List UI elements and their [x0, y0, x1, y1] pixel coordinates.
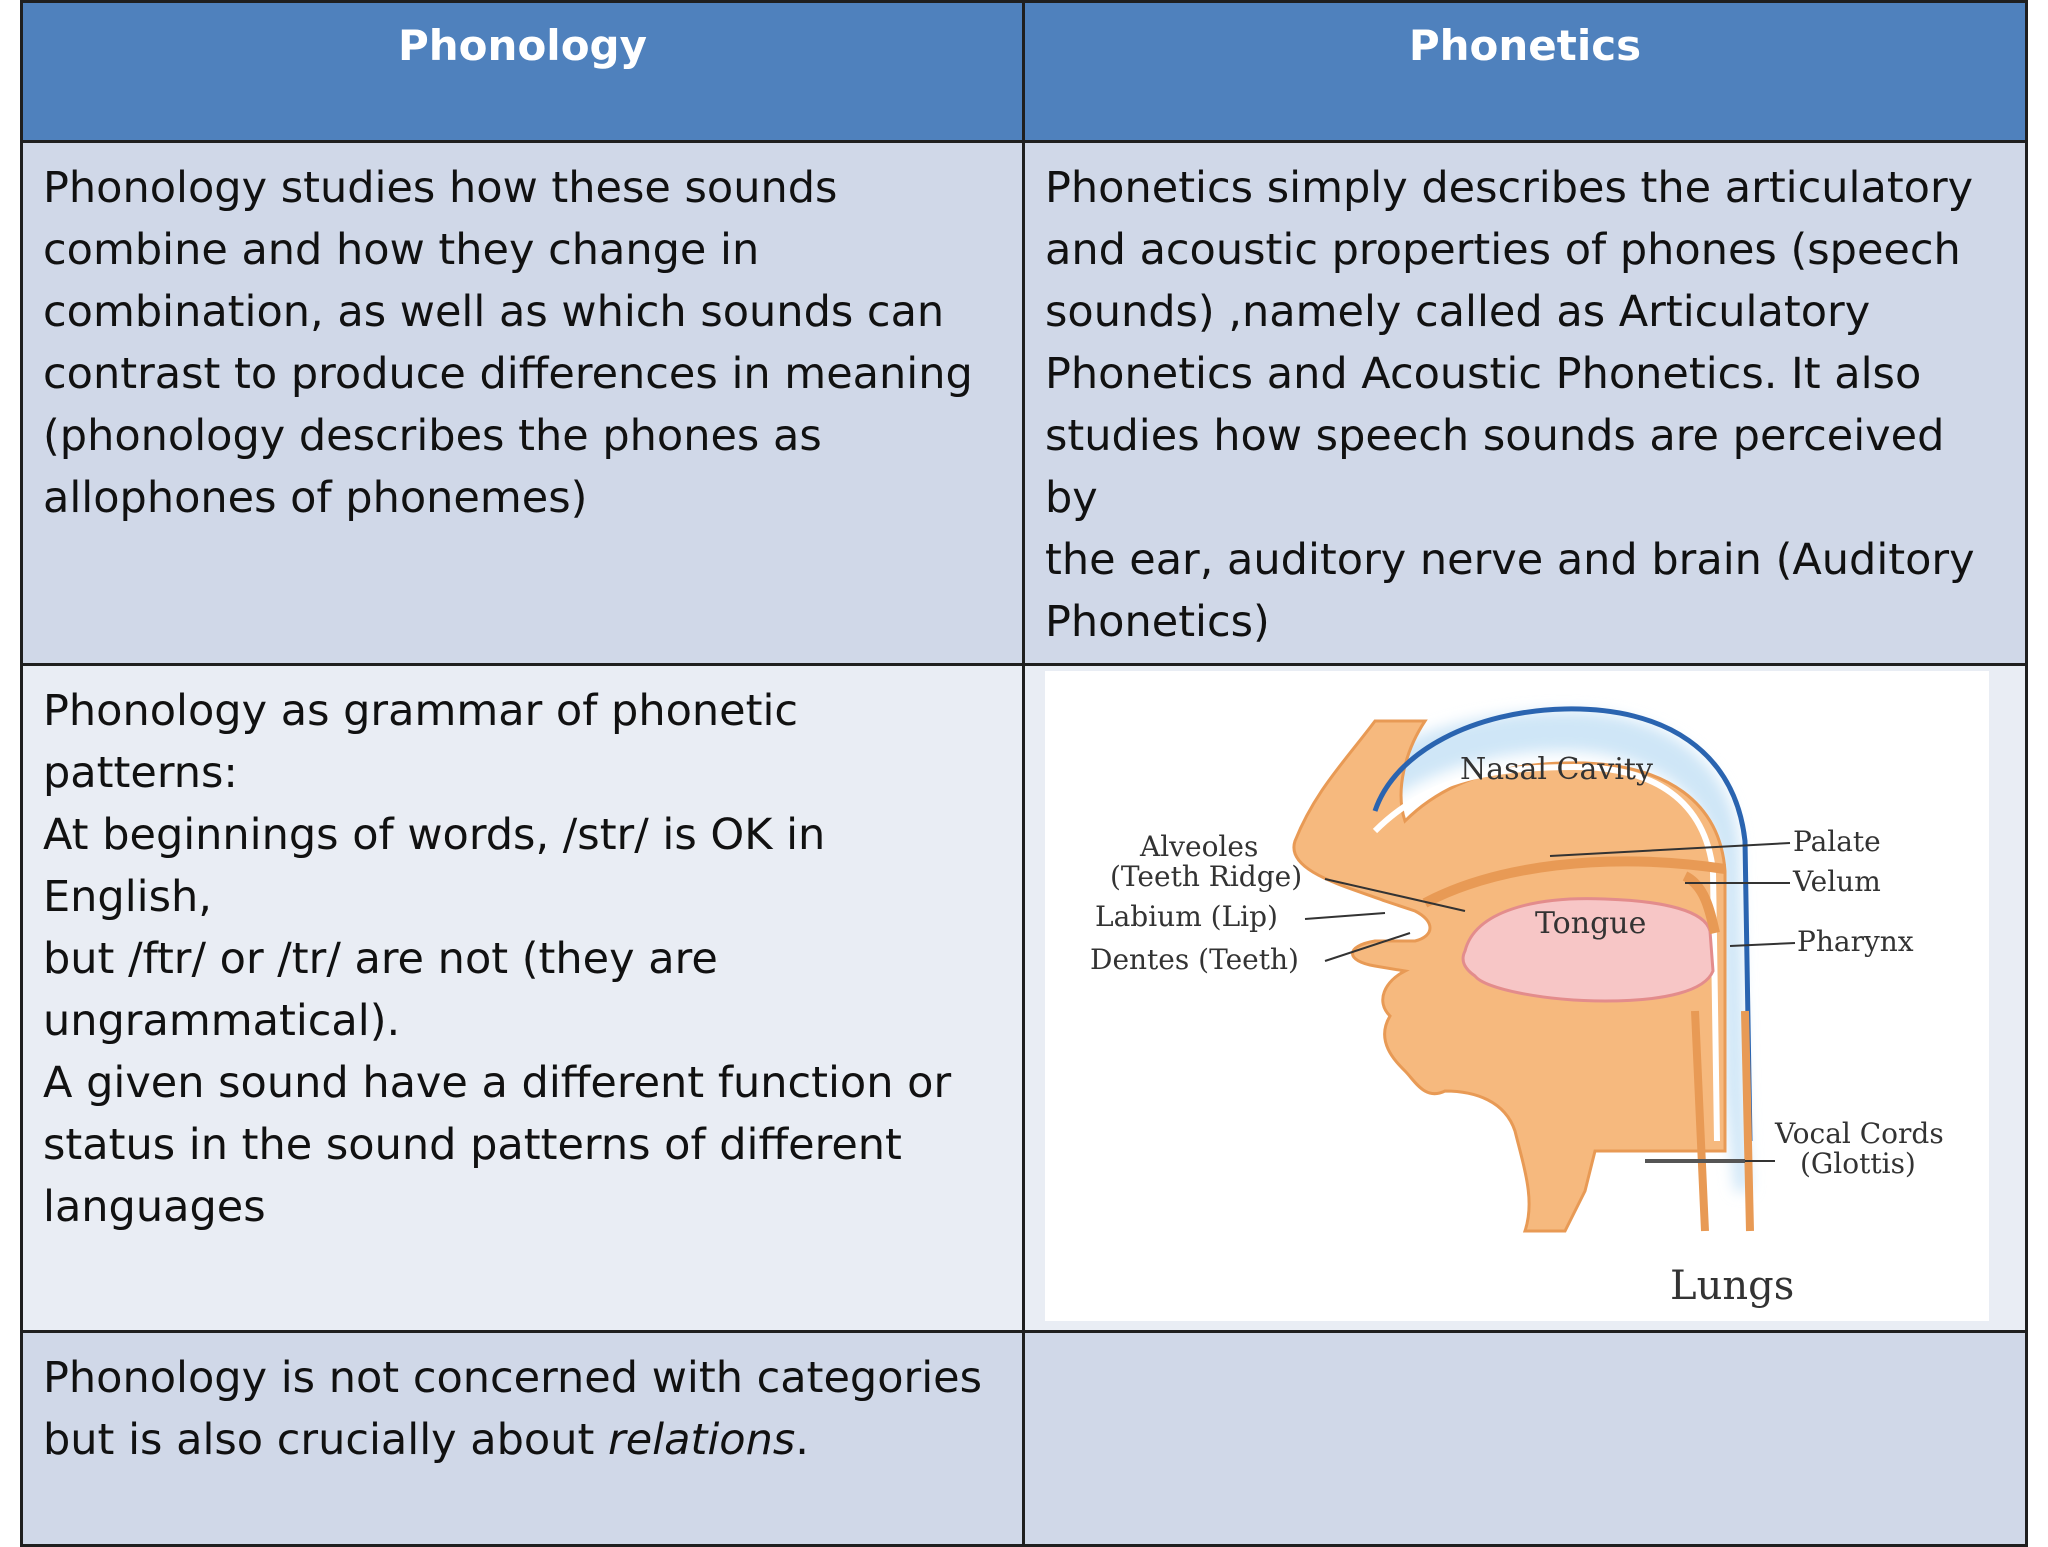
cell-vocal-tract-diagram	[1024, 665, 2027, 1332]
label-glottis: (Glottis)	[1800, 1147, 1916, 1180]
phonology-relations-text	[23, 1333, 1022, 1471]
phonology-definition-text: Phonology studies how these sounds combine and how they change in combination, as well as which sounds can contrast to produce differences in meaning (phonology describes the phones as allophones of phonemes)	[43, 163, 973, 523]
label-palate: Palate	[1793, 825, 1881, 858]
table-row	[22, 1332, 2027, 1546]
cell-phonology-relations	[22, 1332, 1024, 1546]
table-row	[22, 142, 2027, 665]
header-phonology: Phonology	[22, 2, 1024, 142]
header-phonetics: Phonetics	[1024, 2, 2027, 142]
phonology-grammar-text: Phonology as grammar of phonetic patterns: At beginnings of words, /str/ is OK in English, but /ftr/ or /tr/ are not (they are ungrammatical). A given sound have a different function or status in the sound patterns of different languages	[43, 686, 952, 1232]
vocal-tract-diagram	[1045, 671, 1989, 1321]
label-velum: Velum	[1793, 865, 1881, 898]
cell-phonology-definition	[22, 142, 1024, 665]
label-lungs: Lungs	[1670, 1263, 1795, 1309]
comparison-table	[20, 0, 2028, 1547]
label-tongue: Tongue	[1535, 906, 1647, 941]
cell-phonology-grammar	[22, 665, 1024, 1332]
label-vocal-cords: Vocal Cords	[1775, 1117, 1944, 1150]
relations-emphasis: relations	[608, 1415, 796, 1465]
relations-text-start: Phonology is not concerned with categories but is also crucially about	[43, 1353, 983, 1465]
cell-empty	[1024, 1332, 2027, 1546]
label-pharynx: Pharynx	[1797, 925, 1914, 958]
label-teeth-ridge: (Teeth Ridge)	[1110, 860, 1303, 893]
empty-cell-text	[1025, 1333, 2025, 1347]
label-dentes: Dentes (Teeth)	[1090, 943, 1299, 976]
relations-text-end: .	[795, 1415, 809, 1465]
table-row	[22, 665, 2027, 1332]
label-alveoles: Alveoles	[1140, 830, 1259, 863]
label-labium: Labium (Lip)	[1095, 900, 1278, 933]
cell-phonetics-definition	[1024, 142, 2027, 665]
phonetics-definition-text: Phonetics simply describes the articulatory and acoustic properties of phones (speech sounds) ,namely called as Articulatory Phonetics and Acoustic Phonetics. It also studies how speech sounds are perceived by the ear, auditory nerve and brain (Auditory Phonetics)	[1045, 163, 1975, 647]
label-nasal-cavity: Nasal Cavity	[1460, 752, 1653, 787]
